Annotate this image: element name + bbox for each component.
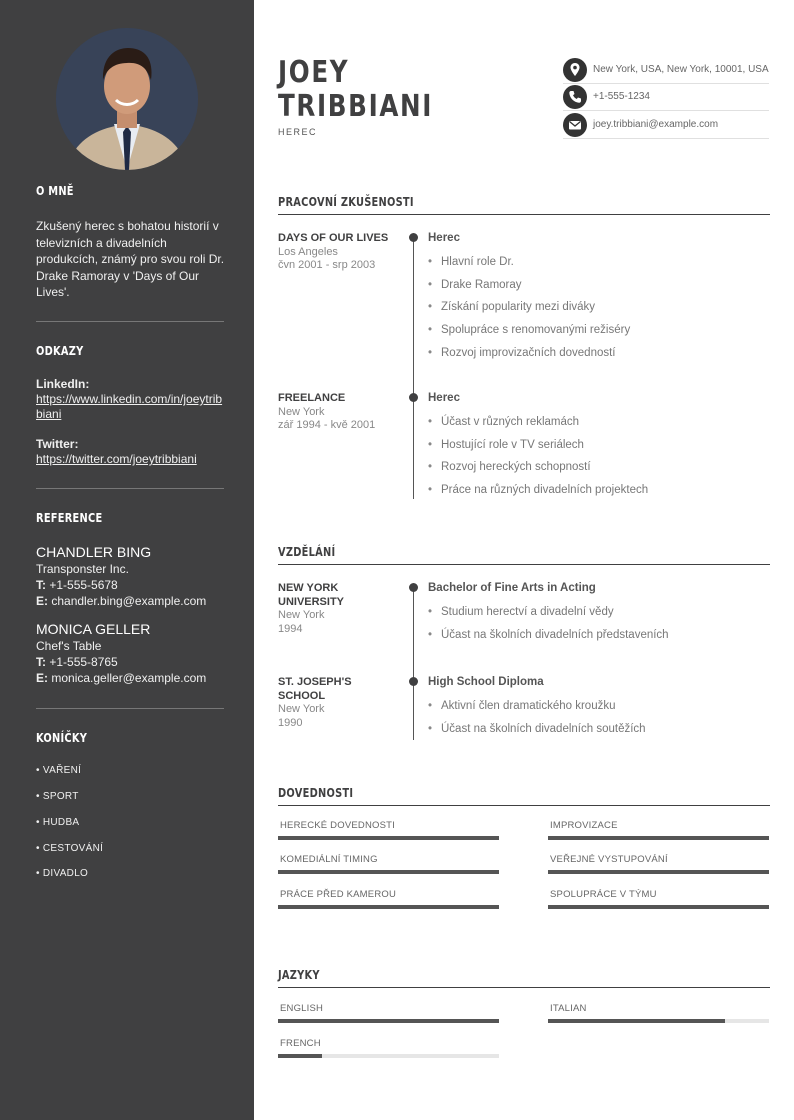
experience-org: DAYS OF OUR LIVES [278, 232, 389, 244]
list-item: • Drake Ramoray [428, 274, 768, 297]
link-label-twitter: Twitter: [36, 437, 79, 451]
education-degree: High School Diploma [428, 676, 544, 688]
avatar [56, 28, 198, 170]
hobbies-heading: KONÍČKY [36, 731, 88, 745]
skill-name: SPOLUPRÁCE V TÝMU [550, 889, 657, 900]
hobby-item: • SPORT [36, 791, 79, 802]
skill-name: PRÁCE PŘED KAMEROU [280, 889, 397, 900]
skill-name: IMPROVIZACE [550, 820, 618, 831]
skill-bar-fill [278, 905, 499, 909]
experience-dates: čvn 2001 - srp 2003 [278, 259, 376, 271]
language-bar [548, 1019, 769, 1023]
contact-address-text: New York, USA, New York, 10001, USA [593, 64, 769, 75]
skills-heading: DOVEDNOSTI [278, 786, 354, 800]
language-bar [278, 1019, 499, 1023]
skill-bar-fill [548, 836, 769, 840]
contact-phone [563, 85, 769, 111]
language-name: FRENCH [280, 1038, 321, 1049]
skill-item [278, 889, 499, 900]
sidebar [0, 0, 254, 1120]
skill-item [548, 889, 769, 900]
hobby-item: • CESTOVÁNÍ [36, 843, 104, 854]
timeline-dot [409, 393, 418, 402]
timeline-dot [409, 583, 418, 592]
skill-bar-fill [548, 905, 769, 909]
reference-company: Transponster Inc. [36, 562, 129, 576]
phone-icon [563, 85, 587, 109]
language-item [548, 1003, 769, 1014]
language-name: ENGLISH [280, 1003, 324, 1014]
education-org: ST. JOSEPH'S SCHOOL [278, 676, 352, 702]
section-rule [278, 564, 770, 565]
skill-item [548, 854, 769, 865]
links-heading: ODKAZY [36, 344, 84, 358]
about-heading: O MNĚ [36, 184, 74, 198]
experience-meta [278, 392, 398, 433]
language-bar [278, 1054, 499, 1058]
contact-email [563, 113, 769, 139]
language-item [278, 1003, 499, 1014]
hobby-item: • DIVADLO [36, 868, 89, 879]
skill-name: KOMEDIÁLNÍ TIMING [280, 854, 378, 865]
job-role: HEREC [278, 127, 318, 137]
reference-item [36, 620, 226, 686]
reference-name: MONICA GELLER [36, 621, 151, 637]
experience-position: Herec [428, 392, 460, 404]
divider [36, 488, 224, 489]
language-bar-fill [548, 1019, 725, 1023]
reference-company: Chef's Table [36, 639, 102, 653]
education-dates: 1994 [278, 622, 303, 635]
skill-bar-fill [548, 870, 769, 874]
education-degree: Bachelor of Fine Arts in Acting [428, 582, 596, 594]
education-place: New York [278, 703, 325, 715]
timeline-line [413, 238, 414, 499]
experience-dates: zář 1994 - kvě 2001 [278, 419, 376, 431]
education-bullets [428, 695, 768, 740]
section-rule [278, 214, 770, 215]
experience-place: New York [278, 405, 325, 418]
education-org: NEW YORK UNIVERSITY [278, 582, 345, 608]
location-pin-icon [563, 58, 587, 82]
hobby-item: • HUDBA [36, 817, 80, 828]
experience-bullets [428, 411, 768, 502]
experience-place: Los Angeles [278, 245, 338, 258]
list-item: • Hostující role v TV seriálech [428, 434, 768, 457]
reference-phone: T: +1-555-5678 [36, 578, 118, 592]
education-dates: 1990 [278, 716, 303, 729]
education-place: New York [278, 609, 325, 621]
list-item: • Účast na školních divadelních soutěžích [428, 718, 768, 741]
education-bullets [428, 601, 768, 646]
references-heading: REFERENCE [36, 511, 103, 525]
skill-bar [278, 870, 499, 874]
section-rule [278, 805, 770, 806]
skill-bar [278, 905, 499, 909]
skill-item [278, 820, 499, 831]
name-last: TRIBBIANI [278, 89, 434, 124]
language-bar-fill [278, 1054, 322, 1058]
link-label-linkedin: LinkedIn: [36, 377, 90, 391]
list-item: • Účast na školních divadelních představeních [428, 624, 768, 647]
list-item: • Aktivní člen dramatického kroužku [428, 695, 768, 718]
list-item: • Spolupráce s renomovanými režiséry [428, 319, 768, 342]
education-heading: VZDĚLÁNÍ [278, 545, 336, 559]
contact-phone-text: +1-555-1234 [593, 91, 650, 102]
skill-bar-fill [278, 870, 499, 874]
timeline-dot [409, 677, 418, 686]
experience-position: Herec [428, 232, 460, 244]
profile-photo [56, 28, 198, 170]
mail-icon [563, 113, 587, 137]
section-rule [278, 987, 770, 988]
reference-phone: T: +1-555-8765 [36, 655, 118, 669]
skill-item [278, 854, 499, 865]
skill-bar [548, 905, 769, 909]
experience-bullets [428, 251, 768, 365]
language-name: ITALIAN [550, 1003, 587, 1014]
language-bar-fill [278, 1019, 499, 1023]
education-meta [278, 582, 393, 636]
skill-bar-fill [278, 836, 499, 840]
list-item: • Hlavní role Dr. [428, 251, 768, 274]
linkedin-link[interactable]: https://www.linkedin.com/in/joeytribbiani [36, 392, 223, 421]
list-item: • Účast v různých reklamách [428, 411, 768, 434]
language-item [278, 1038, 499, 1049]
experience-meta [278, 232, 398, 273]
languages-heading: JAZYKY [278, 968, 320, 982]
list-item: • Získání popularity mezi diváky [428, 296, 768, 319]
divider [36, 708, 224, 709]
divider [36, 321, 224, 322]
reference-email: E: chandler.bing@example.com [36, 594, 207, 608]
about-text: Zkušený herec s bohatou historií v televizních a divadelních produkcích, známý pro svou roli Dr. Drake Ramoray v 'Days of Our Lives'. [36, 219, 225, 299]
reference-item [36, 543, 226, 609]
reference-name: CHANDLER BING [36, 544, 152, 560]
hobby-item: • VAŘENÍ [36, 765, 82, 776]
twitter-link[interactable]: https://twitter.com/joeytribbiani [36, 452, 197, 466]
skill-bar [548, 870, 769, 874]
skill-item [548, 820, 769, 831]
timeline-dot [409, 233, 418, 242]
skill-bar [548, 836, 769, 840]
skill-bar [278, 836, 499, 840]
list-item: • Rozvoj improvizačních dovedností [428, 342, 768, 365]
list-item: • Rozvoj hereckých schopností [428, 456, 768, 479]
timeline-line [413, 588, 414, 740]
reference-email: E: monica.geller@example.com [36, 671, 207, 685]
name-first: JOEY [278, 55, 350, 90]
experience-org: FREELANCE [278, 392, 346, 404]
list-item: • Práce na různých divadelních projektech [428, 479, 768, 502]
skill-name: HERECKÉ DOVEDNOSTI [280, 820, 395, 831]
skill-name: VEŘEJNÉ VYSTUPOVÁNÍ [550, 854, 668, 865]
education-meta [278, 676, 393, 730]
list-item: • Studium herectví a divadelní vědy [428, 601, 768, 624]
experience-heading: PRACOVNÍ ZKUŠENOSTI [278, 195, 414, 209]
contact-address [563, 58, 769, 84]
links-list [36, 377, 226, 467]
contact-email-text: joey.tribbiani@example.com [593, 119, 719, 130]
